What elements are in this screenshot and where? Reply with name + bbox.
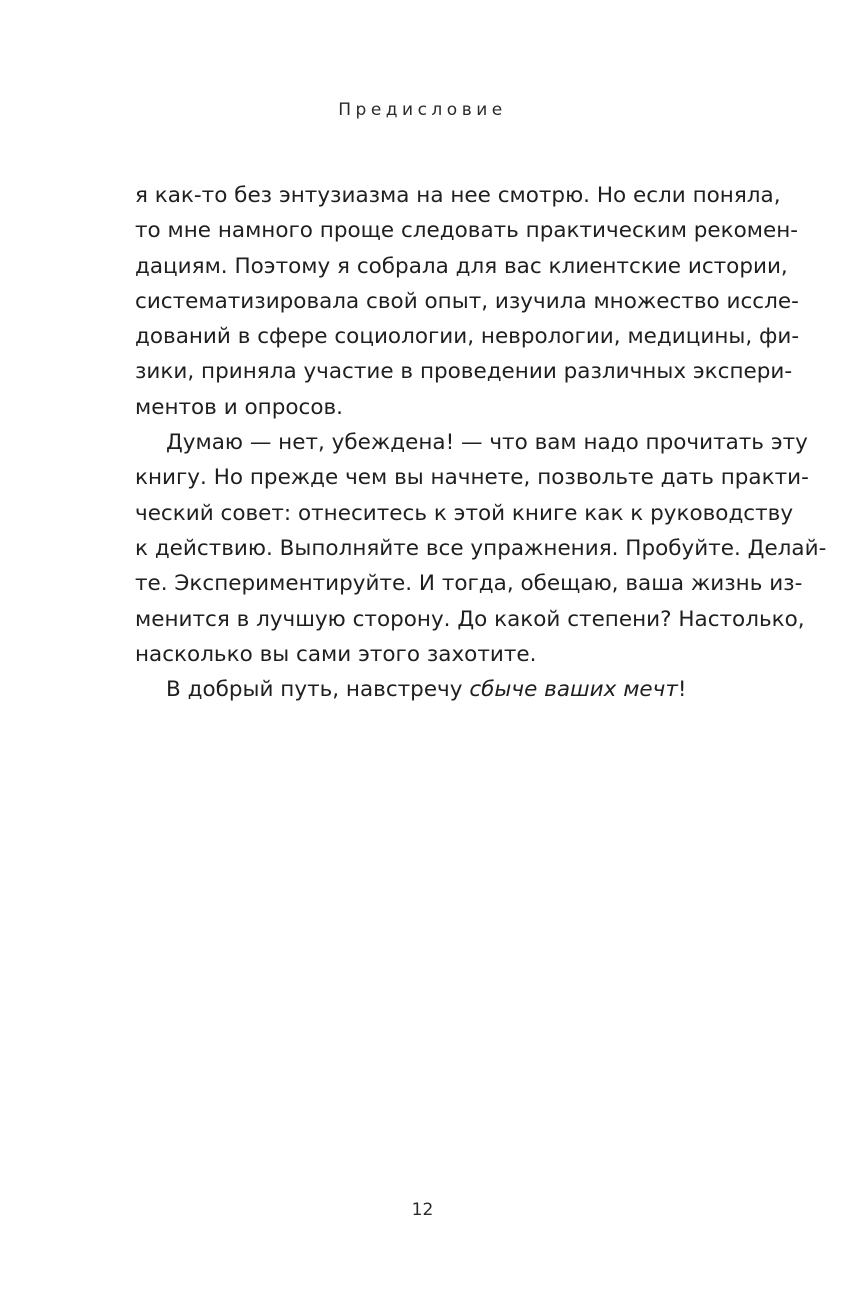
text-line: те. Экспериментируйте. И тогда, обещаю, ваша жизнь из- (135, 571, 803, 597)
text-line: к действию. Выполняйте все упражнения. Пробуйте. Делай- (135, 535, 827, 561)
text-line: дований в сфере социологии, неврологии, медицины, фи- (135, 324, 800, 350)
text-line: менится в лучшую сторону. До какой степени? Настолько, (135, 606, 805, 632)
closing-italic-text: сбыче ваших мечт (469, 677, 678, 703)
page-number: 12 (411, 1200, 434, 1220)
body-text (135, 178, 827, 707)
text-line: Думаю — нет, убеждена! — что вам надо прочитать эту (166, 430, 808, 456)
text-line: ческий совет: отнеситесь к этой книге как к руководству (135, 500, 794, 526)
text-line: ментов и опросов. (135, 394, 343, 420)
running-head: Предисловие (338, 100, 507, 120)
text-line (135, 672, 755, 707)
closing-text: В добрый путь, навстречу (166, 677, 470, 703)
text-line: книгу. Но прежде чем вы начнете, позвольте дать практи- (135, 465, 809, 491)
text-line: систематизировала свой опыт, изучила множество иссле- (135, 288, 799, 314)
paragraph-3 (135, 672, 755, 707)
text-line: дациям. Поэтому я собрала для вас клиентские истории, (135, 253, 788, 279)
closing-punctuation: ! (677, 677, 687, 703)
text-line: я как-то без энтузиазма на нее смотрю. Но если поняла, (135, 183, 781, 208)
text-line: насколько вы сами этого захотите. (135, 641, 537, 667)
text-line: зики, приняла участие в проведении различных экспери- (135, 359, 793, 385)
paragraph-1 (135, 178, 800, 425)
paragraph-2 (135, 425, 827, 672)
text-line: то мне намного проще следовать практическим рекомен- (135, 218, 799, 244)
